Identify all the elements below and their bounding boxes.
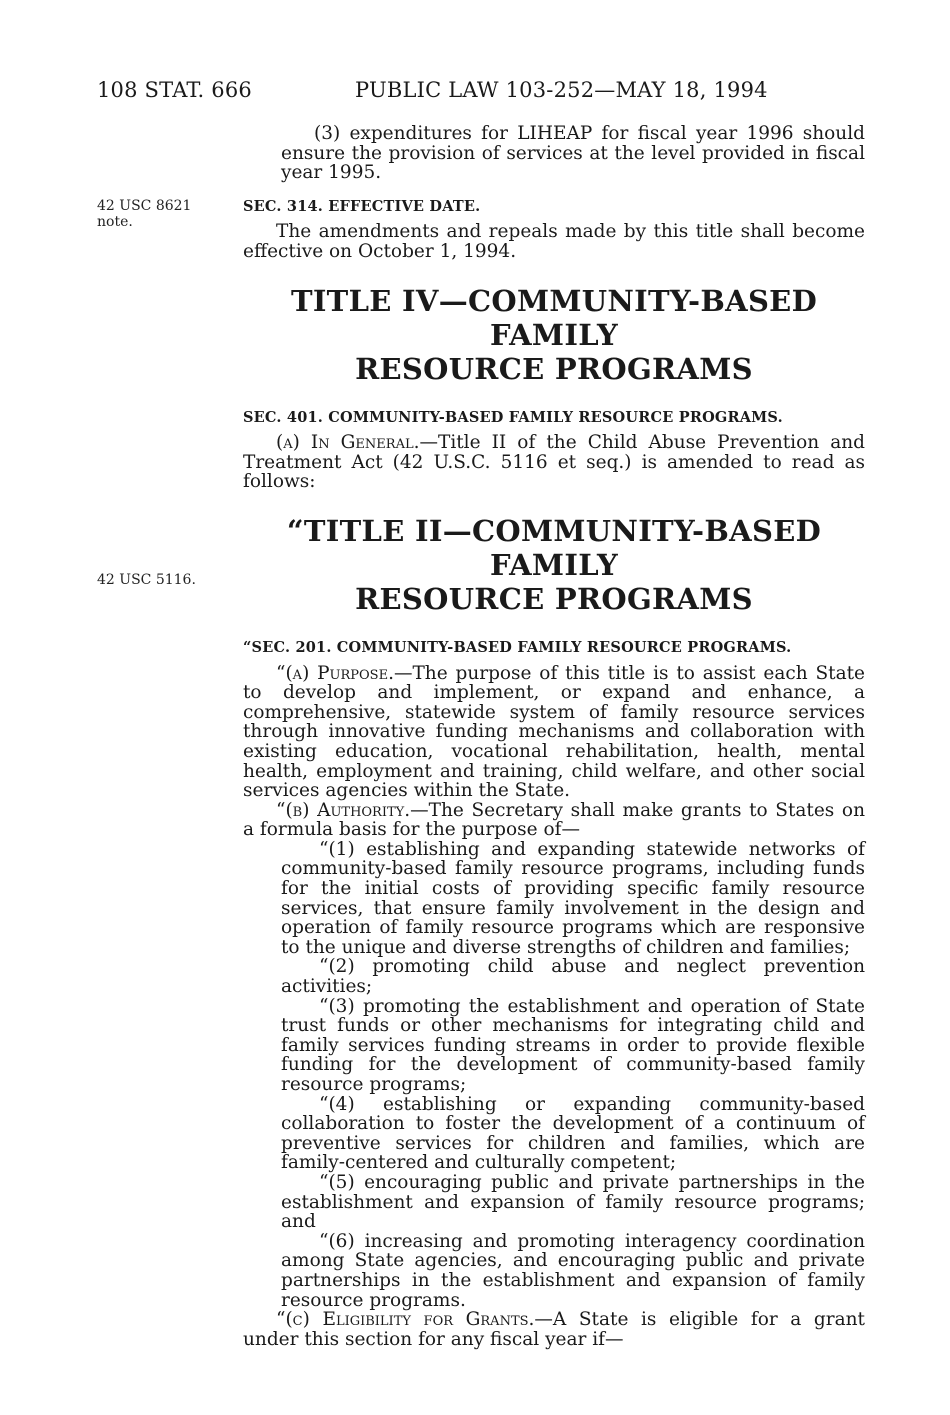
margin-note-usc-5116: 42 USC 5116. — [97, 572, 196, 588]
purpose-paragraph — [243, 664, 865, 801]
margin-note-line: note. — [97, 214, 133, 230]
authority-label: “(b) Authority. — [276, 799, 411, 821]
margin-note-usc-8621 — [97, 198, 191, 230]
authority-paragraph — [243, 801, 865, 840]
title-ii-heading — [243, 514, 865, 616]
margin-note-line: 42 USC 8621 — [97, 198, 192, 214]
eligibility-text: —A State is eligible for a grant under this section for any fiscal year if— — [243, 1309, 865, 1350]
title-iv-heading — [243, 284, 865, 386]
purpose-text: —The purpose of this title is to assist each State to develop and implement, or expand and enhance, a comprehensive, statewide system of family resource services through innovative funding mechanisms and collaboration with existing education, vocational rehabilitation, health, mental health, employment and training, child welfare, and other social services agencies within the State. — [243, 662, 865, 802]
running-header: PUBLIC LAW 103-252—MAY 18, 1994 — [355, 78, 768, 102]
title-ii-line-1: “TITLE II—COMMUNITY-BASED FAMILY — [286, 513, 822, 582]
eligibility-label: “(c) Eligibility for Grants. — [276, 1309, 535, 1331]
section-401a-label: (a) In General. — [276, 432, 420, 454]
body-text — [243, 124, 865, 1349]
list-item-6: “(6) increasing and promoting interagency coordination among State agencies, and encouraging public and private partnerships in the establishment and expansion of family resource programs. — [281, 1230, 865, 1311]
section-401a-paragraph — [243, 433, 865, 492]
section-201-heading: “SEC. 201. COMMUNITY-BASED FAMILY RESOURCE PROGRAMS. — [243, 638, 792, 656]
authority-text: —The Secretary shall make grants to States on a formula basis for the purpose of— — [243, 799, 865, 841]
eligibility-paragraph — [243, 1310, 865, 1349]
list-item-2: “(2) promoting child abuse and neglect prevention activities; — [281, 956, 865, 998]
list-item-3: “(3) promoting the establishment and operation of State trust funds or other mechanisms for integrating child and family services funding streams in order to provide flexible funding for the development of community-based family resource programs; — [281, 995, 865, 1095]
section-401a-text: —Title II of the Child Abuse Prevention and Treatment Act (42 U.S.C. 5116 et seq.) is amended to read as follows: — [243, 432, 866, 493]
title-iv-line-1: TITLE IV—COMMUNITY-BASED FAMILY — [290, 283, 818, 352]
list-item-1: “(1) establishing and expanding statewide networks of community-based family resource programs, including funds for the initial costs of providing specific family resource services, that ensure family involvement in the design and operation of family resource programs which are responsive to the unique and diverse strengths of children and families; — [281, 838, 865, 958]
section-314-text: The amendments and repeals made by this title shall become effective on October 1, 1994. — [243, 221, 865, 262]
section-314-heading: SEC. 314. EFFECTIVE DATE. — [243, 197, 481, 215]
paragraph-liheap-3: (3) expenditures for LIHEAP for fiscal year 1996 should ensure the provision of services at the level provided in fiscal year 1995. — [281, 123, 865, 184]
title-iv-line-2: RESOURCE PROGRAMS — [355, 351, 753, 386]
purpose-label: “(a) Purpose. — [276, 662, 394, 684]
list-item-5: “(5) encouraging public and private partnerships in the establishment and expansion of family resource programs; and — [281, 1171, 865, 1233]
list-item-4: “(4) establishing or expanding community-based collaboration to foster the development of a continuum of preventive services for children and families, which are family-centered and culturally competent; — [281, 1093, 865, 1174]
title-ii-line-2: RESOURCE PROGRAMS — [355, 581, 753, 616]
statute-page-number: 108 STAT. 666 — [97, 78, 252, 102]
section-401-heading: SEC. 401. COMMUNITY-BASED FAMILY RESOURCE PROGRAMS. — [243, 408, 783, 426]
